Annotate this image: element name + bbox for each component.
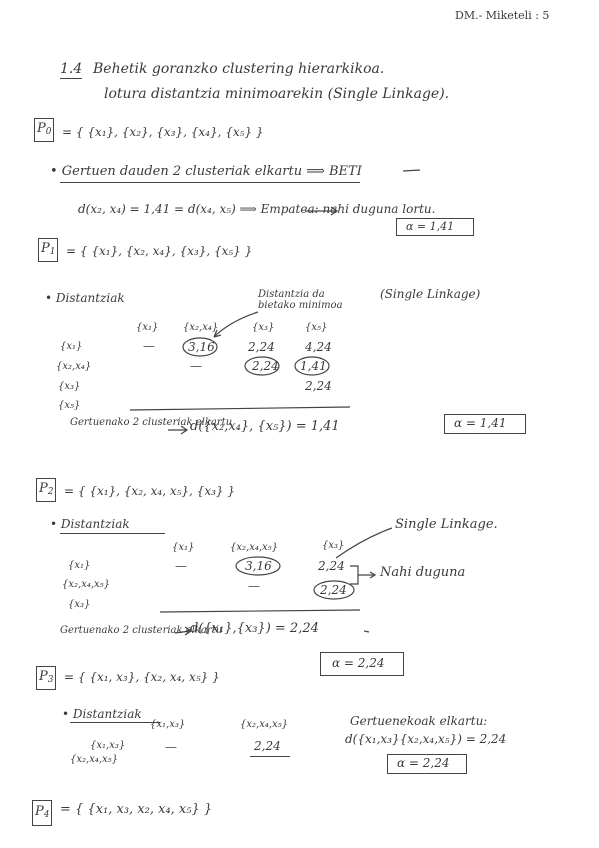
table1-row-1: {x₁}: [60, 341, 83, 352]
table2-col-2: {x₂,x₄,x₅}: [230, 542, 279, 553]
table3-cell-highlight: 2,24: [254, 739, 281, 753]
table3-col-1: {x₁,x₃}: [150, 719, 186, 730]
table3-cell: —: [165, 740, 177, 754]
table2-row-3: {x₃}: [68, 599, 91, 610]
p0-label: $P_0$: [37, 121, 52, 137]
table1-col-2: {x₂,x₄}: [183, 322, 219, 333]
table1-row-3: {x₃}: [58, 381, 81, 392]
table1-col-1: {x₁}: [136, 322, 159, 333]
table2-cell-highlight: 3,16: [245, 559, 272, 573]
table1-row-4: {x₅}: [58, 400, 81, 411]
underline-mark: [403, 170, 420, 171]
table1-cell: —: [143, 339, 155, 353]
author-note: DM.- Miketeli : 5: [455, 9, 550, 22]
table1-col-3: {x₃}: [252, 322, 275, 333]
rule-mark: [130, 407, 350, 410]
p2-label: $P_2$: [39, 481, 54, 497]
table1-cell: —: [190, 359, 202, 373]
table2-heading: • Distantziak: [50, 517, 130, 531]
table1-merge-label: Gertuenako 2 clusteriak elkartu: [70, 417, 233, 428]
circle-mark: [236, 557, 280, 575]
section-number: 1.4: [60, 61, 83, 77]
table2-row-1: {x₁}: [68, 560, 91, 571]
table2-merge-expression: d({x₁},{x₃}) = 2,24: [190, 621, 319, 636]
circle-mark: [314, 581, 354, 599]
arrow-mark: [168, 426, 187, 434]
table2-col-3: {x₃}: [322, 540, 345, 551]
table1-col-4: {x₅}: [305, 322, 328, 333]
p2-expression: = { {x₁}, {x₂, x₄, x₅}, {x₃} }: [64, 484, 235, 498]
p4-label: $P_4$: [35, 804, 50, 820]
p3-expression: = { {x₁, x₃}, {x₂, x₄, x₅} }: [64, 670, 220, 684]
arrow-mark: [364, 631, 369, 632]
p3-label: $P_3$: [39, 669, 54, 685]
table1-note-2: bietako minimoa: [258, 300, 343, 311]
arrow-mark: [175, 627, 191, 635]
table1-cell-highlight: 2,24: [252, 359, 279, 373]
rule-mark: [160, 610, 360, 612]
table2-merge-label: Gertuenako 2 clusteriak elkartu: [60, 625, 223, 636]
circle-mark: [183, 338, 217, 356]
table1-alpha: α = 1,41: [454, 416, 507, 430]
circle-mark: [295, 357, 329, 375]
title-line-2: lotura distantzia minimoarekin (Single Linkage).: [104, 86, 450, 102]
step1-distance: d(x₂, x₄) = 1,41 = d(x₄, x₅) ⟹ Empatea: nahi duguna lortu.: [78, 202, 436, 216]
table1-note-1: Distantzia da: [258, 289, 325, 300]
table3-row-1: {x₁,x₃}: [90, 740, 126, 751]
table2-cell: 2,24: [318, 559, 345, 573]
p1-expression: = { {x₁}, {x₂, x₄}, {x₃}, {x₅} }: [66, 244, 253, 258]
p4-expression: = { {x₁, x₃, x₂, x₄, x₅} }: [60, 802, 213, 817]
table1-heading: • Distantziak: [45, 291, 125, 305]
table1-merge-expression: d({x₂,x₄}, {x₅}) = 1,41: [190, 419, 340, 434]
table3-merge-label: Gertuenekoak elkartu:: [350, 714, 488, 728]
arrow-mark: [336, 528, 392, 558]
arrow-mark: [214, 312, 258, 337]
table2-alpha: α = 2,24: [332, 656, 385, 670]
step1-alpha: α = 1,41: [406, 220, 455, 233]
table1-row-2: {x₂,x₄}: [56, 361, 92, 372]
circle-mark: [245, 357, 279, 375]
table3-col-2: {x₂,x₄,x₅}: [240, 719, 289, 730]
table3-heading: • Distantziak: [62, 707, 142, 721]
step1-rule: • Gertuen dauden 2 clusteriak elkartu ⟹ BETI: [50, 164, 362, 179]
table2-note: Single Linkage.: [395, 517, 498, 532]
table3-alpha: α = 2,24: [397, 756, 450, 770]
table1-cell: 2,24: [305, 379, 332, 393]
table1-cell-highlight: 1,41: [300, 359, 327, 373]
table2-col-1: {x₁}: [172, 542, 195, 553]
table2-row-2: {x₂,x₄,x₅}: [62, 579, 111, 590]
p1-label: $P_1$: [41, 241, 56, 257]
p0-expression: = { {x₁}, {x₂}, {x₃}, {x₄}, {x₅} }: [62, 125, 264, 139]
arrow-mark: [305, 207, 337, 215]
bracket-mark: [350, 566, 374, 584]
table2-cell: —: [248, 579, 260, 593]
table3-merge-expression: d({x₁,x₃}{x₂,x₄,x₅}) = 2,24: [345, 732, 507, 746]
table1-note-3: (Single Linkage): [380, 287, 481, 301]
table1-cell-highlight: 3,16: [188, 340, 215, 354]
title-line-1: Behetik goranzko clustering hierarkikoa.: [93, 61, 385, 77]
table1-cell: 2,24: [248, 340, 275, 354]
table3-row-2: {x₂,x₄,x₅}: [70, 754, 119, 765]
table2-cell: —: [175, 559, 187, 573]
table2-cell-highlight: 2,24: [320, 583, 347, 597]
table2-choice: Nahi duguna: [380, 565, 466, 580]
table1-cell: 4,24: [305, 340, 332, 354]
